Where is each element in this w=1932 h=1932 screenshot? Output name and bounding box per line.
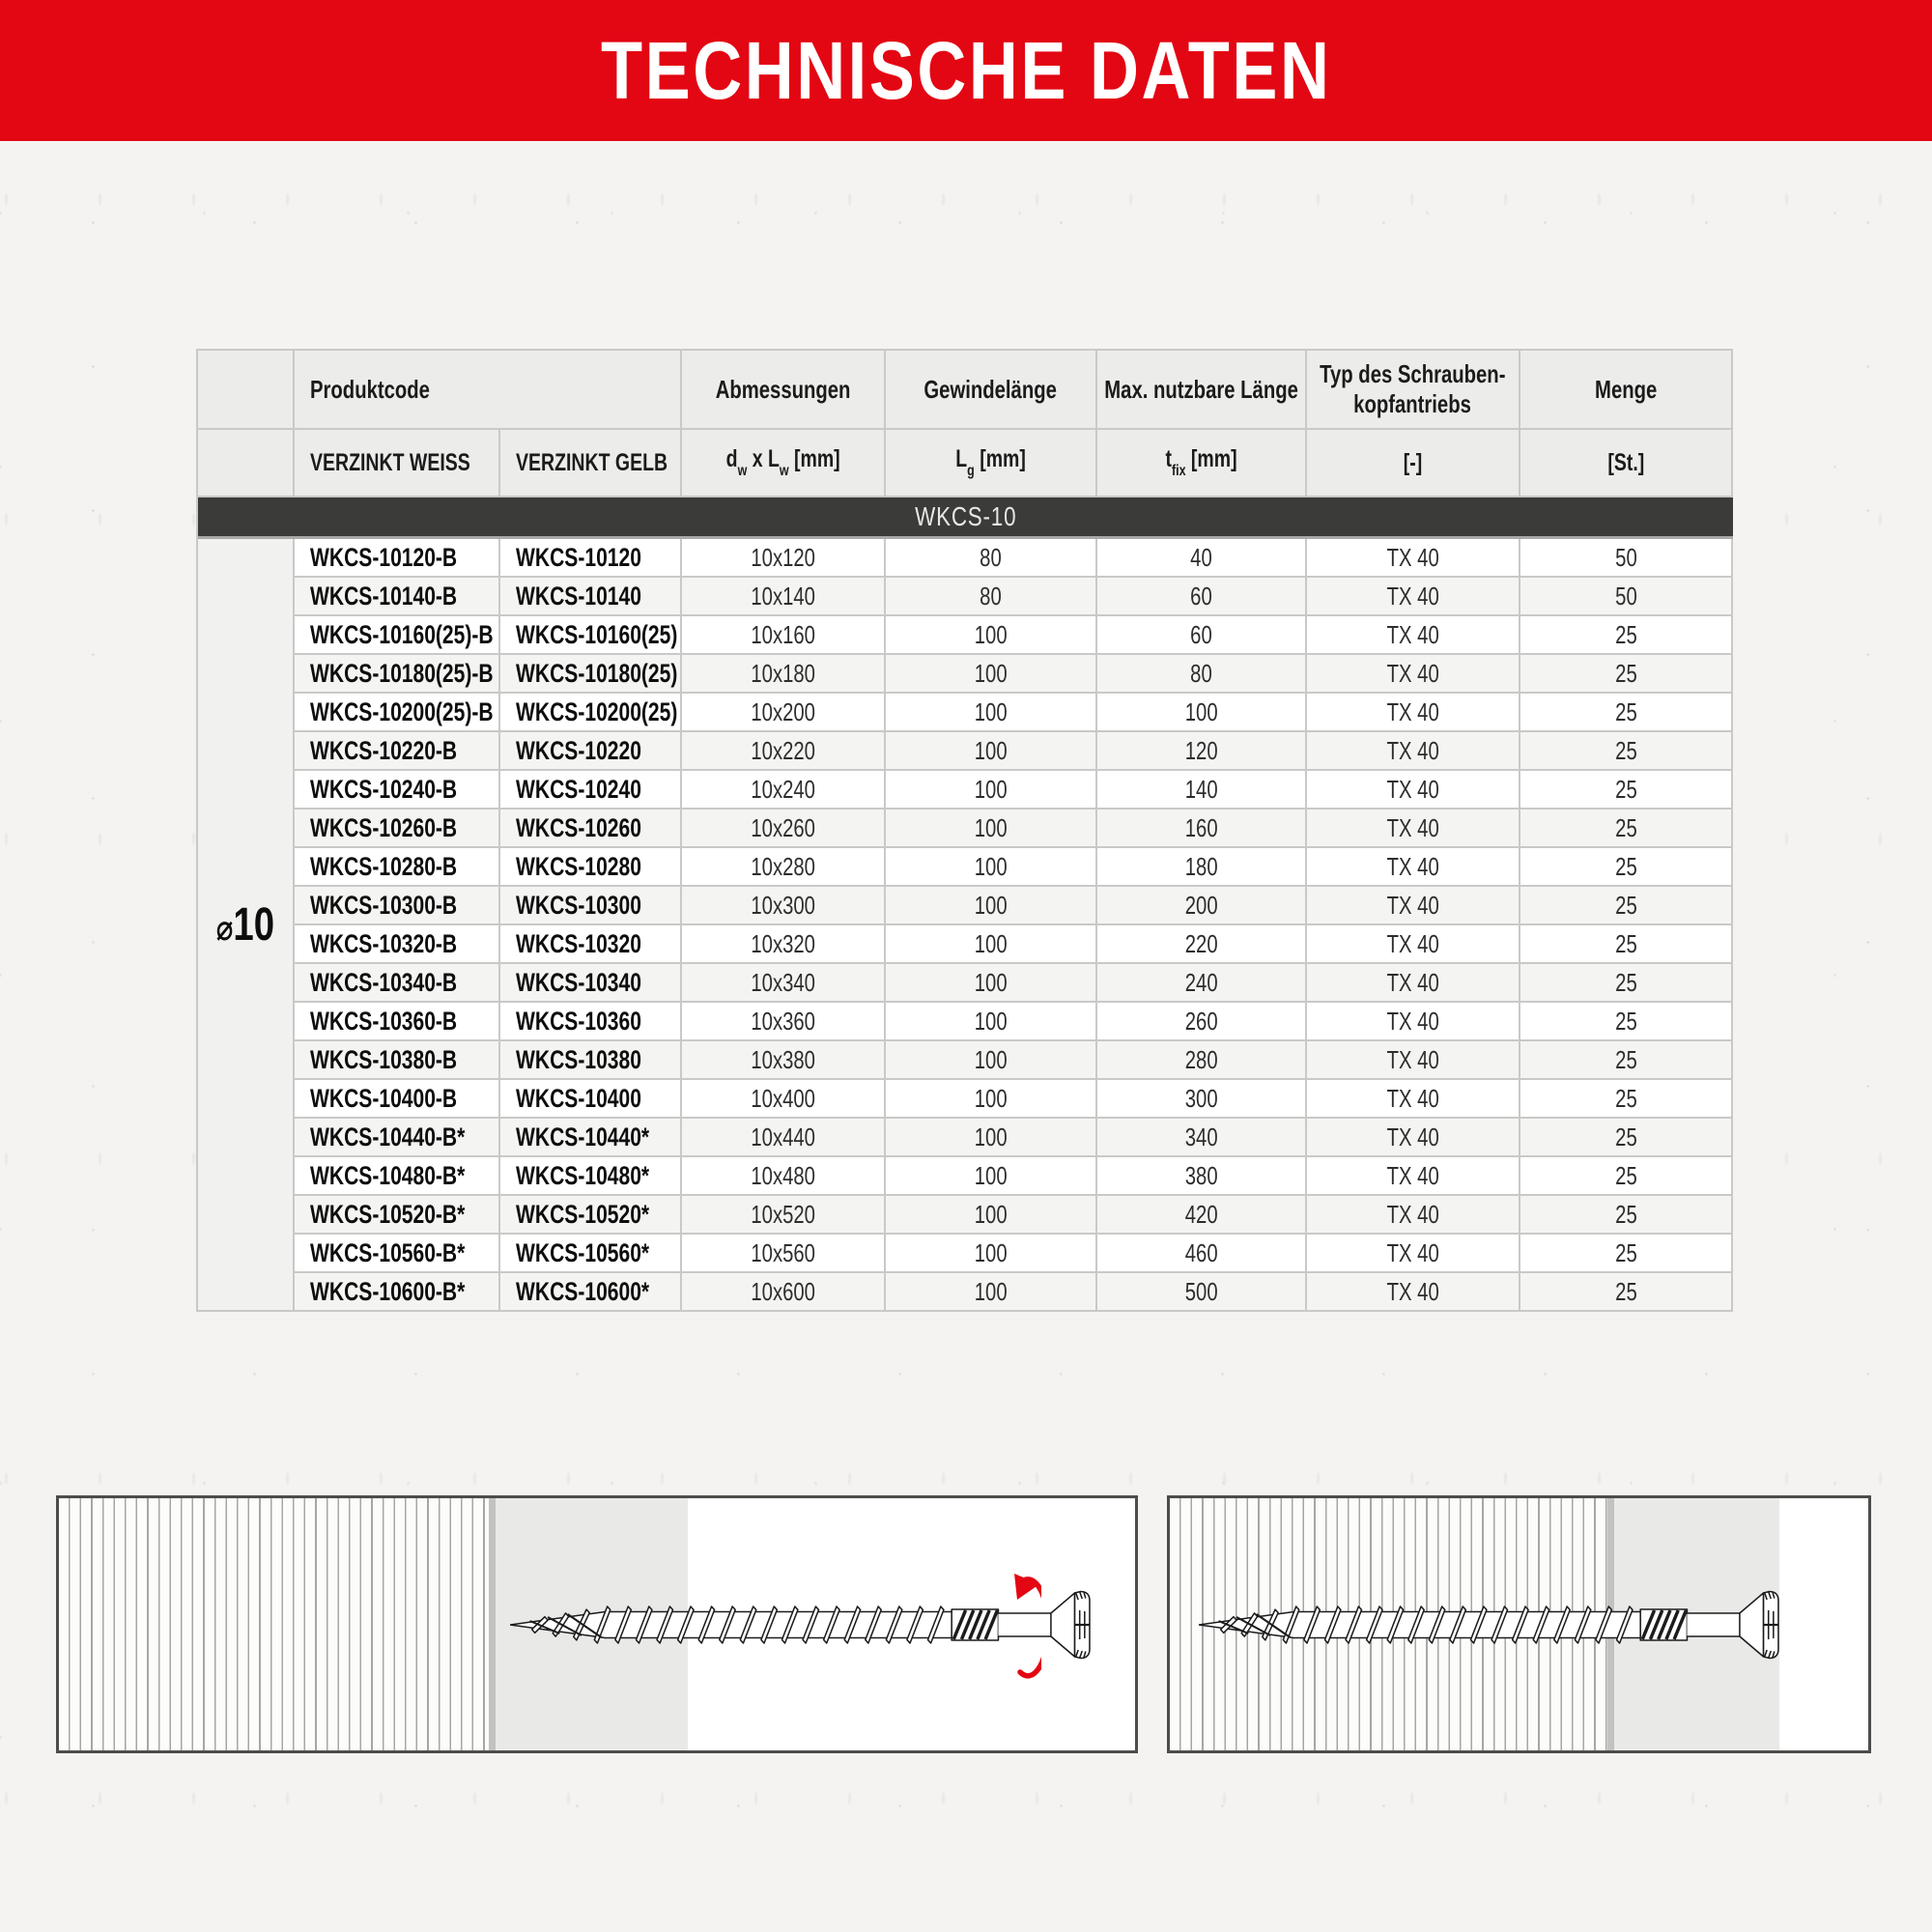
table-row-1-cell-tfix: 40 (1097, 539, 1307, 578)
header-typ-schraubenkopfantrieb: Typ des Schrauben- kopfantriebs (1307, 351, 1520, 430)
screw-illustration (1199, 1578, 1779, 1671)
table-row-12-cell-abm: 10x340 (682, 964, 886, 1003)
table-row-5-cell-gelb: WKCS-10200(25) (500, 694, 682, 732)
table-row-1-cell-gelb: WKCS-10120 (500, 539, 682, 578)
technical-data-table (196, 349, 1733, 1312)
table-row-8-cell-abm: 10x260 (682, 810, 886, 848)
table-row-9-cell-menge: 25 (1520, 848, 1733, 887)
header-max-nutzbare-laenge: Max. nutzbare Länge (1097, 351, 1307, 430)
table-row-2-cell-menge: 50 (1520, 578, 1733, 616)
subheader-verzinkt-weiss: VERZINKT WEISS (295, 430, 500, 497)
table-row-20-cell-gelb: WKCS-10600* (500, 1273, 682, 1312)
table-row-14-cell-tfix: 280 (1097, 1041, 1307, 1080)
table-row-12-cell-weiss: WKCS-10340-B (295, 964, 500, 1003)
header-abmessungen: Abmessungen (682, 351, 886, 430)
table-row-4-cell-menge: 25 (1520, 655, 1733, 694)
table-row-16-cell-typ: TX 40 (1307, 1119, 1520, 1157)
table-row-9-cell-weiss: WKCS-10280-B (295, 848, 500, 887)
table-row-13-cell-tfix: 260 (1097, 1003, 1307, 1041)
table-row-3-cell-menge: 25 (1520, 616, 1733, 655)
table-row-14-cell-abm: 10x380 (682, 1041, 886, 1080)
table-row-16-cell-gelb: WKCS-10440* (500, 1119, 682, 1157)
table-row-18-cell-tfix: 420 (1097, 1196, 1307, 1235)
subheader-menge-unit: [St.] (1520, 430, 1733, 497)
table-row-10-cell-tfix: 200 (1097, 887, 1307, 925)
header-menge: Menge (1520, 351, 1733, 430)
table-row-11-cell-menge: 25 (1520, 925, 1733, 964)
table-row-15-cell-weiss: WKCS-10400-B (295, 1080, 500, 1119)
table-row-4-cell-weiss: WKCS-10180(25)-B (295, 655, 500, 694)
table-row-13-cell-gelb: WKCS-10360 (500, 1003, 682, 1041)
table-row-19-cell-menge: 25 (1520, 1235, 1733, 1273)
table-row-20-cell-tfix: 500 (1097, 1273, 1307, 1312)
table-row-13-cell-weiss: WKCS-10360-B (295, 1003, 500, 1041)
table-row-18-cell-gelb: WKCS-10520* (500, 1196, 682, 1235)
diameter-symbol: ⌀ (215, 907, 234, 948)
table-row-4-cell-abm: 10x180 (682, 655, 886, 694)
table-row-6-cell-lg: 100 (886, 732, 1097, 771)
subheader-verzinkt-gelb: VERZINKT GELB (500, 430, 682, 497)
table-row-17-cell-typ: TX 40 (1307, 1157, 1520, 1196)
table-row-3-cell-lg: 100 (886, 616, 1097, 655)
table-row-9-cell-tfix: 180 (1097, 848, 1307, 887)
table-row-12-cell-tfix: 240 (1097, 964, 1307, 1003)
table-row-1-cell-menge: 50 (1520, 539, 1733, 578)
table-row-17-cell-menge: 25 (1520, 1157, 1733, 1196)
table-row-17-cell-weiss: WKCS-10480-B* (295, 1157, 500, 1196)
table-row-14-cell-typ: TX 40 (1307, 1041, 1520, 1080)
table-row-7-cell-abm: 10x240 (682, 771, 886, 810)
table-row-20-cell-lg: 100 (886, 1273, 1097, 1312)
table-row-2-cell-abm: 10x140 (682, 578, 886, 616)
table-row-7-cell-weiss: WKCS-10240-B (295, 771, 500, 810)
table-row-6-cell-tfix: 120 (1097, 732, 1307, 771)
table-row-3-cell-abm: 10x160 (682, 616, 886, 655)
table-row-13-cell-typ: TX 40 (1307, 1003, 1520, 1041)
rotation-arrow-icon (981, 1572, 1041, 1680)
table-row-20-cell-menge: 25 (1520, 1273, 1733, 1312)
table-row-15-cell-tfix: 300 (1097, 1080, 1307, 1119)
table-row-14-cell-gelb: WKCS-10380 (500, 1041, 682, 1080)
table-row-12-cell-typ: TX 40 (1307, 964, 1520, 1003)
table-row-4-cell-tfix: 80 (1097, 655, 1307, 694)
table-row-18-cell-weiss: WKCS-10520-B* (295, 1196, 500, 1235)
table-row-7-cell-gelb: WKCS-10240 (500, 771, 682, 810)
table-row-8-cell-lg: 100 (886, 810, 1097, 848)
table-row-4-cell-typ: TX 40 (1307, 655, 1520, 694)
title-banner (0, 0, 1932, 141)
table-row-16-cell-menge: 25 (1520, 1119, 1733, 1157)
table-row-16-cell-abm: 10x440 (682, 1119, 886, 1157)
table-row-11-cell-weiss: WKCS-10320-B (295, 925, 500, 964)
table-row-9-cell-abm: 10x280 (682, 848, 886, 887)
table-row-15-cell-typ: TX 40 (1307, 1080, 1520, 1119)
table-row-14-cell-menge: 25 (1520, 1041, 1733, 1080)
table-row-18-cell-menge: 25 (1520, 1196, 1733, 1235)
table-row-15-cell-lg: 100 (886, 1080, 1097, 1119)
table-row-10-cell-gelb: WKCS-10300 (500, 887, 682, 925)
table-row-16-cell-tfix: 340 (1097, 1119, 1307, 1157)
table-row-3-cell-typ: TX 40 (1307, 616, 1520, 655)
header-gewindelaenge: Gewindelänge (886, 351, 1097, 430)
table-row-10-cell-abm: 10x300 (682, 887, 886, 925)
table-row-6-cell-menge: 25 (1520, 732, 1733, 771)
table-row-12-cell-menge: 25 (1520, 964, 1733, 1003)
table-row-20-cell-typ: TX 40 (1307, 1273, 1520, 1312)
table-row-10-cell-typ: TX 40 (1307, 887, 1520, 925)
table-row-5-cell-tfix: 100 (1097, 694, 1307, 732)
table-row-4-cell-gelb: WKCS-10180(25) (500, 655, 682, 694)
subheader-empty-cell (198, 430, 295, 497)
table-row-9-cell-typ: TX 40 (1307, 848, 1520, 887)
table-row-17-cell-lg: 100 (886, 1157, 1097, 1196)
table-row-7-cell-lg: 100 (886, 771, 1097, 810)
table-row-2-cell-tfix: 60 (1097, 578, 1307, 616)
table-row-8-cell-tfix: 160 (1097, 810, 1307, 848)
table-row-19-cell-abm: 10x560 (682, 1235, 886, 1273)
page-title-text: TECHNISCHE DATEN (600, 24, 1332, 116)
table-row-2-cell-typ: TX 40 (1307, 578, 1520, 616)
table-row-19-cell-weiss: WKCS-10560-B* (295, 1235, 500, 1273)
table-row-9-cell-lg: 100 (886, 848, 1097, 887)
table-row-10-cell-menge: 25 (1520, 887, 1733, 925)
table-row-2-cell-gelb: WKCS-10140 (500, 578, 682, 616)
table-row-4-cell-lg: 100 (886, 655, 1097, 694)
table-row-12-cell-gelb: WKCS-10340 (500, 964, 682, 1003)
table-row-5-cell-menge: 25 (1520, 694, 1733, 732)
table-row-5-cell-weiss: WKCS-10200(25)-B (295, 694, 500, 732)
table-row-13-cell-abm: 10x360 (682, 1003, 886, 1041)
table-row-17-cell-gelb: WKCS-10480* (500, 1157, 682, 1196)
subheader-tfix-unit: $t_{fix}$ [mm] (1097, 430, 1307, 497)
table-row-12-cell-lg: 100 (886, 964, 1097, 1003)
header-empty-cell (198, 351, 295, 430)
table-row-6-cell-abm: 10x220 (682, 732, 886, 771)
table-row-5-cell-typ: TX 40 (1307, 694, 1520, 732)
table-row-1-cell-typ: TX 40 (1307, 539, 1520, 578)
page-title (531, 24, 1401, 118)
table-row-11-cell-typ: TX 40 (1307, 925, 1520, 964)
group-band-wkcs-10: WKCS-10 (198, 497, 1733, 539)
table-row-9-cell-gelb: WKCS-10280 (500, 848, 682, 887)
table-row-18-cell-typ: TX 40 (1307, 1196, 1520, 1235)
diameter-cell (198, 539, 295, 1312)
table-row-7-cell-tfix: 140 (1097, 771, 1307, 810)
table-row-3-cell-gelb: WKCS-10160(25) (500, 616, 682, 655)
table-row-20-cell-weiss: WKCS-10600-B* (295, 1273, 500, 1312)
wood-hatch-region (59, 1498, 496, 1750)
table-row-1-cell-abm: 10x120 (682, 539, 886, 578)
table-row-19-cell-gelb: WKCS-10560* (500, 1235, 682, 1273)
table-row-8-cell-gelb: WKCS-10260 (500, 810, 682, 848)
table-row-8-cell-menge: 25 (1520, 810, 1733, 848)
table-row-2-cell-lg: 80 (886, 578, 1097, 616)
table-row-5-cell-abm: 10x200 (682, 694, 886, 732)
table-row-15-cell-abm: 10x400 (682, 1080, 886, 1119)
table-row-10-cell-lg: 100 (886, 887, 1097, 925)
table-row-1-cell-lg: 80 (886, 539, 1097, 578)
table-row-6-cell-gelb: WKCS-10220 (500, 732, 682, 771)
table-row-8-cell-typ: TX 40 (1307, 810, 1520, 848)
table-row-18-cell-lg: 100 (886, 1196, 1097, 1235)
subheader-abmessungen-unit: $d_w$ x $L_w$ [mm] (682, 430, 886, 497)
table-row-3-cell-tfix: 60 (1097, 616, 1307, 655)
table-row-16-cell-weiss: WKCS-10440-B* (295, 1119, 500, 1157)
table-row-14-cell-lg: 100 (886, 1041, 1097, 1080)
table-row-15-cell-menge: 25 (1520, 1080, 1733, 1119)
subheader-gewindelaenge-unit: $L_g$ [mm] (886, 430, 1097, 497)
table-row-19-cell-typ: TX 40 (1307, 1235, 1520, 1273)
table-row-14-cell-weiss: WKCS-10380-B (295, 1041, 500, 1080)
table-row-7-cell-menge: 25 (1520, 771, 1733, 810)
table-row-5-cell-lg: 100 (886, 694, 1097, 732)
table-row-11-cell-abm: 10x320 (682, 925, 886, 964)
table-row-19-cell-lg: 100 (886, 1235, 1097, 1273)
table-row-17-cell-tfix: 380 (1097, 1157, 1307, 1196)
table-row-11-cell-lg: 100 (886, 925, 1097, 964)
table-row-2-cell-weiss: WKCS-10140-B (295, 578, 500, 616)
table-row-1-cell-weiss: WKCS-10120-B (295, 539, 500, 578)
table-row-13-cell-menge: 25 (1520, 1003, 1733, 1041)
header-produktcode: Produktcode (295, 351, 682, 430)
table-row-8-cell-weiss: WKCS-10260-B (295, 810, 500, 848)
table-row-13-cell-lg: 100 (886, 1003, 1097, 1041)
table-row-18-cell-abm: 10x520 (682, 1196, 886, 1235)
table-row-19-cell-tfix: 460 (1097, 1235, 1307, 1273)
table-row-10-cell-weiss: WKCS-10300-B (295, 887, 500, 925)
table-row-11-cell-tfix: 220 (1097, 925, 1307, 964)
table-row-16-cell-lg: 100 (886, 1119, 1097, 1157)
table-row-7-cell-typ: TX 40 (1307, 771, 1520, 810)
diameter-value: 10 (233, 898, 275, 951)
subheader-typ-unit: [-] (1307, 430, 1520, 497)
table-row-17-cell-abm: 10x480 (682, 1157, 886, 1196)
table-row-3-cell-weiss: WKCS-10160(25)-B (295, 616, 500, 655)
table-row-15-cell-gelb: WKCS-10400 (500, 1080, 682, 1119)
table-row-20-cell-abm: 10x600 (682, 1273, 886, 1312)
table-row-6-cell-typ: TX 40 (1307, 732, 1520, 771)
table-row-11-cell-gelb: WKCS-10320 (500, 925, 682, 964)
table-row-6-cell-weiss: WKCS-10220-B (295, 732, 500, 771)
